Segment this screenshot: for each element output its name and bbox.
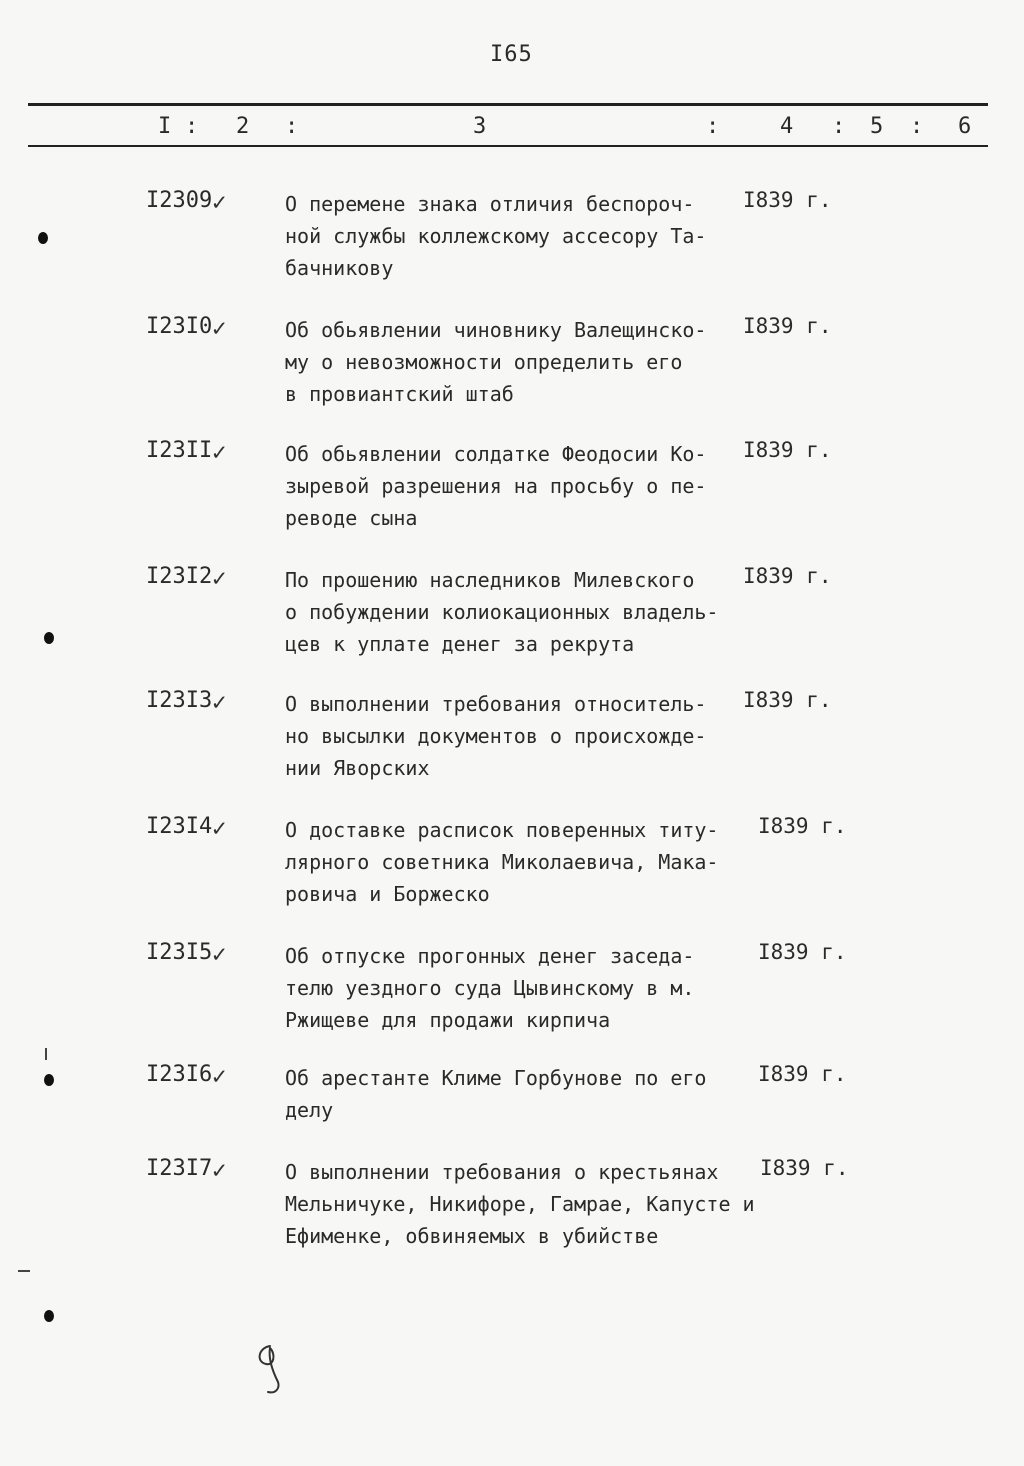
description-line: О доставке расписок поверенных титу-: [285, 818, 719, 842]
record-number: I23I6: [146, 1062, 213, 1087]
description-line: лярного советника Миколаевича, Мака-: [285, 850, 719, 874]
header-col-6: 6: [958, 114, 972, 139]
record-description: [285, 188, 735, 284]
record-number: I23I3: [146, 688, 213, 713]
record-year: I839 г.: [743, 188, 832, 212]
description-line: Мельничуке, Никифоре, Гамрае, Капусте и: [285, 1192, 755, 1216]
header-sep-2: :: [285, 114, 299, 139]
record-description: [285, 314, 735, 410]
record-year: I839 г.: [743, 314, 832, 338]
record-year: I839 г.: [760, 1156, 849, 1180]
check-mark-icon: ✓: [212, 940, 227, 968]
check-mark-icon: ✓: [212, 438, 227, 466]
header-col-1: I: [158, 114, 172, 139]
record-year: I839 г.: [758, 814, 847, 838]
header-sep-1: :: [185, 114, 199, 139]
description-line: Ржищеве для продажи кирпича: [285, 1008, 611, 1032]
description-line: зыревой разрешения на просьбу о пе-: [285, 474, 707, 498]
record-number: I23I4: [146, 814, 213, 839]
header-col-3: 3: [473, 114, 487, 139]
description-line: ной службы коллежскому ассесору Та-: [285, 224, 707, 248]
description-line: делу: [285, 1098, 334, 1122]
header-col-2: 2: [236, 114, 250, 139]
record-number: I23I7: [146, 1156, 213, 1181]
record-description: [285, 814, 735, 910]
check-mark-icon: ✓: [212, 314, 227, 342]
record-year: I839 г.: [743, 688, 832, 712]
record-description: [285, 688, 735, 784]
description-line: О выполнении требования относитель-: [285, 692, 707, 716]
header-sep-3: :: [706, 114, 720, 139]
record-description: [285, 940, 735, 1036]
record-year: I839 г.: [758, 1062, 847, 1086]
description-line: цев к уплате денег за рекрута: [285, 632, 635, 656]
header-sep-5: :: [910, 114, 924, 139]
punch-hole: [44, 632, 54, 644]
description-line: бачникову: [285, 256, 394, 280]
description-line: Об арестанте Климе Горбунове по его: [285, 1066, 707, 1090]
check-mark-icon: ✓: [212, 814, 227, 842]
record-number: I23I2: [146, 564, 213, 589]
margin-mark: [18, 1270, 30, 1272]
description-line: но высылки документов о происхожде-: [285, 724, 707, 748]
description-line: нии Яворских: [285, 756, 430, 780]
record-description: [285, 438, 735, 534]
header-col-5: 5: [870, 114, 884, 139]
check-mark-icon: ✓: [212, 1156, 227, 1184]
description-line: Об обьявлении солдатке Феодосии Ко-: [285, 442, 707, 466]
record-year: I839 г.: [758, 940, 847, 964]
check-mark-icon: ✓: [212, 564, 227, 592]
record-year: I839 г.: [743, 438, 832, 462]
punch-hole: [44, 1310, 54, 1322]
record-year: I839 г.: [743, 564, 832, 588]
description-line: му о невозможности определить его: [285, 350, 683, 374]
record-description: [285, 564, 735, 660]
description-line: Об обьявлении чиновнику Валещинско-: [285, 318, 707, 342]
check-mark-icon: ✓: [212, 1062, 227, 1090]
punch-hole: [38, 232, 48, 244]
header-sep-4: :: [832, 114, 846, 139]
description-line: По прошению наследников Милевского: [285, 568, 695, 592]
margin-mark: [45, 1048, 47, 1060]
record-number: I2309: [146, 188, 213, 213]
check-mark-icon: ✓: [212, 188, 227, 216]
record-number: I23II: [146, 438, 213, 463]
header-col-4: 4: [780, 114, 794, 139]
description-line: О перемене знака отличия беспороч-: [285, 192, 695, 216]
description-line: о побуждении колиокационных владель-: [285, 600, 719, 624]
record-number: I23I5: [146, 940, 213, 965]
handwritten-mark-icon: [252, 1340, 292, 1400]
description-line: О выполнении требования о крестьянах: [285, 1160, 719, 1184]
check-mark-icon: ✓: [212, 688, 227, 716]
description-line: телю уездного суда Цывинскому в м.: [285, 976, 695, 1000]
description-line: Ефименке, обвиняемых в убийстве: [285, 1224, 659, 1248]
record-description: [285, 1156, 755, 1252]
record-number: I23I0: [146, 314, 213, 339]
record-description: [285, 1062, 735, 1126]
description-line: в провиантский штаб: [285, 382, 514, 406]
punch-hole: [44, 1074, 54, 1086]
description-line: ровича и Боржеско: [285, 882, 490, 906]
page-number: I65: [490, 42, 533, 67]
description-line: Об отпуске прогонных денег заседа-: [285, 944, 695, 968]
description-line: реводе сына: [285, 506, 418, 530]
